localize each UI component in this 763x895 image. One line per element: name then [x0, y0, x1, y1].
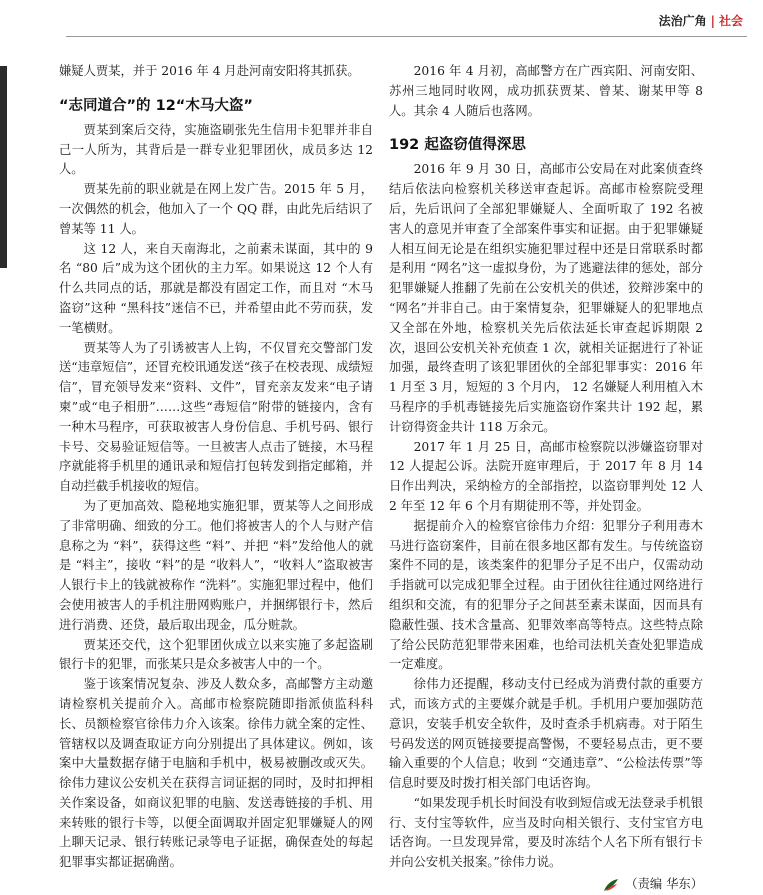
paragraph: 贾某到案后交待，实施盗刷张先生信用卡犯罪并非自己一人所为，其背后是一群专业犯罪团伙，成员多达 12 人。: [59, 122, 373, 177]
paragraph: 贾某先前的职业就是在网上发广告。2015 年 5 月，一次偶然的机会，他加入了一个 QQ 群，由此先后结识了曾某等 11 人。: [59, 182, 373, 236]
paragraph: 为了更加高效、隐秘地实施犯罪，贾某等人之间形成了非常明确、细致的分工。他们将被害人的个人与财产信息称之为 “料”，获得这些 “料”、并把 “料”发给他人的就是 “料主”，接收 “料”的是 “收料人”，“收料人”盗取被害人银行卡上的钱就被称作 “洗料”。实施犯罪过程中，他们会使用被害人的手机注册网购账户，并捆绑银行卡，然后进行消费、还贷，最后取出现金，瓜分赃款。: [59, 498, 373, 632]
paragraph: 鉴于该案情况复杂、涉及人数众多，高邮警方主动邀请检察机关提前介入。高邮市检察院随即指派侦监科科长、员额检察官徐伟力介入该案。徐伟力就全案的定性、管辖权以及调查取证方向分别提出了具体建议。例如，该案中大量数据存储于电脑和手机中，极易被删改或灭失。徐伟力建议公安机关在获得言词证据的同时，及时扣押相关作案设备，如商议犯罪的电脑、发送毒链接的手机、用来转账的银行卡等，以便全面调取并固定犯罪嫌疑人的网上聊天记录、银行转账记录等电子证据，确保查处的每起犯罪事实都证据确凿。: [59, 677, 373, 870]
section-heading: “志同道合”的 12“木马大盗”: [59, 97, 253, 114]
right-column: [389, 62, 703, 895]
header-rule: [66, 36, 747, 37]
paragraph: “如果发现手机长时间没有收到短信或无法登录手机银行、支付宝等软件，应当及时向相关银行、支付宝官方电话咨询。一旦发现异常，要及时冻结个人名下所有银行卡并向公安机关报案。”徐伟力说。: [389, 795, 703, 870]
section-category: 社会: [718, 14, 743, 28]
paragraph: 据提前介入的检察官徐伟力介绍：犯罪分子利用毒木马进行盗窃案件，目前在很多地区都有发生。与传统盗窃案件不同的是，该类案件的犯罪分子足不出户，仅需动动手指就可以完成犯罪全过程。由于团伙往往通过网络进行组织和交流，有的犯罪分子之间甚至素未谋面，因而具有隐蔽性强、技术含量高、犯罪效率高等特点。这些特点除了给公民防范犯罪带来困难，也给司法机关查处犯罪造成一定难度。: [389, 518, 703, 672]
header-separator: |: [710, 14, 715, 28]
paragraph: 这 12 人，来自天南海北，之前素未谋面，其中的 9 名 “80 后”成为这个团伙的主力军。如果说这 12 个人有什么共同点的话，那就是都没有固定工作，而且对 “木马盗窃”这种 “黑科技”迷信不已，并希望由此不劳而获，发一笔横财。: [59, 241, 373, 335]
paragraph: 2016 年 9 月 30 日，高邮市公安局在对此案侦查终结后依法向检察机关移送审查起诉。高邮市检察院受理后，先后讯问了全部犯罪嫌疑人、全面听取了 192 名被害人的意见并审查了全部案件事实和证据。由于犯罪嫌疑人相互间无论是在组织实施犯罪过程中还是日常联系时都是利用 “网名”这一虚拟身份，为了逃避法律的惩处，部分犯罪嫌疑人推翻了先前在公安机关的供述，狡辩涉案中的 “网名”并非自己。由于案情复杂，犯罪嫌疑人的犯罪地点又全部在外地，检察机关先后依法延长审查起诉期限 2 次，退回公安机关补充侦查 1 次，就相关证据进行了补证加强，最终查明了该犯罪团伙的全部犯罪事实：2016 年 1 月至 3 月，短短的 3 个月内， 12 名嫌疑人利用植入木马程序的手机毒链接先后实施盗窃作案共计 192 起，累计窃得资金共计 118 万余元。: [389, 162, 703, 434]
article-end: [389, 875, 703, 895]
paragraph: 2017 年 1 月 25 日，高邮市检察院以涉嫌盗窃罪对 12 人提起公诉。法院开庭审理后，于 2017 年 8 月 14 日作出判决，采纳检方的全部指控，以盗窃罪判处 12 人 2 年至 12 年 6 个月有期徒刑不等，并处罚金。: [389, 439, 703, 513]
paragraph: 贾某等人为了引诱被害人上钩，不仅冒充交警部门发送“违章短信”，还冒充校讯通发送“孩子在校表现、成绩短信”，冒充领导发来“资料、文件”，冒充亲友发来“电子请柬”或“电子相册”……这些“毒短信”附带的链接内，含有一种木马程序，可获取被害人身份信息、手机号码、银行卡号、交易验证短信等。一旦被害人点击了链接，木马程序就能将手机里的通讯录和短信打包转发到指定邮箱，并自动拦截手机接收的短信。: [59, 340, 373, 494]
page-header: [659, 12, 743, 29]
section-heading: 192 起盗窃值得深思: [389, 137, 526, 154]
side-edge-bar: [0, 66, 7, 268]
section-title: 法治广角: [658, 14, 707, 28]
left-column: [59, 62, 373, 873]
paragraph: 2016 年 4 月初，高邮警方在广西宾阳、河南安阳、苏州三地同时收网，成功抓获贾某、曾某、谢某甲等 8 人。其余 4 人随后也落网。: [389, 64, 703, 118]
paragraph: 嫌疑人贾某，并于 2016 年 4 月赴河南安阳将其抓获。: [59, 64, 360, 78]
paragraph: 贾某还交代，这个犯罪团伙成立以来实施了多起盗刷银行卡的犯罪，而张某只是众多被害人中的一个。: [59, 637, 373, 672]
editor-credit: （责编 华东）: [625, 877, 703, 892]
paragraph: 徐伟力还提醒，移动支付已经成为消费付款的重要方式，而该方式的主要媒介就是手机。手机用户要加强防范意识，安装手机安全软件，及时查杀手机病毒。对于陌生号码发送的网页链接要提高警惕，不要轻易点击，更不要输入重要的个人信息；收到 “交通违章”、“公检法传票”等信息时要及时拨打相关部门电话咨询。: [389, 677, 703, 791]
